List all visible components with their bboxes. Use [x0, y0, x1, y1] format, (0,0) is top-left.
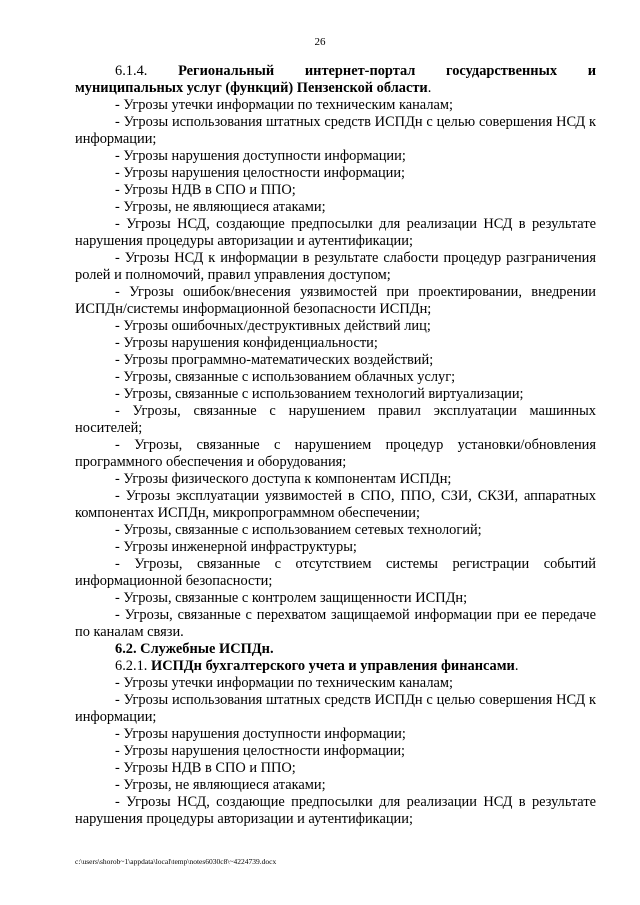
threat-item: - Угрозы ошибочных/деструктивных действий лиц;	[115, 318, 431, 334]
threat-item: - Угрозы использования штатных средств ИСПДн с целью совершения НСД к информации;	[75, 114, 596, 147]
threat-item: - Угрозы физического доступа к компонентам ИСПДн;	[115, 471, 452, 487]
footer-file-path: c:\users\shorob~1\appdata\local\temp\notes6030c8\~4224739.docx	[75, 857, 277, 866]
threat-item: - Угрозы ошибок/внесения уязвимостей при проектировании, внедрении ИСПДн/системы информационной безопасности ИСПДн;	[75, 284, 596, 317]
threat-item: - Угрозы эксплуатации уязвимостей в СПО, ППО, СЗИ, СКЗИ, аппаратных компонентах ИСПДн, микропрограммном обеспечении;	[75, 488, 596, 521]
threat-item: - Угрозы нарушения целостности информации;	[115, 743, 406, 759]
threat-item: - Угрозы НСД к информации в результате слабости процедур разграничения ролей и полномочий, правил управления доступом;	[75, 250, 596, 283]
threat-item: - Угрозы НСД, создающие предпосылки для реализации НСД в результате нарушения процедуры авторизации и аутентификации;	[75, 216, 596, 249]
threat-item: - Угрозы НДВ в СПО и ППО;	[115, 182, 296, 198]
threat-item: - Угрозы, связанные с контролем защищенности ИСПДн;	[115, 590, 468, 606]
threat-item: - Угрозы утечки информации по техническим каналам;	[115, 97, 453, 113]
document-body	[75, 63, 596, 828]
threat-item: - Угрозы, связанные с использованием технологий виртуализации;	[115, 386, 524, 402]
threat-item: - Угрозы программно-математических воздействий;	[115, 352, 434, 368]
section-heading-finance: 6.2.1. ИСПДн бухгалтерского учета и управления финансами.	[115, 658, 519, 674]
threat-item: - Угрозы, связанные с использованием сетевых технологий;	[115, 522, 482, 538]
threat-item: - Угрозы, не являющиеся атаками;	[115, 777, 326, 793]
section-heading-service: 6.2. Служебные ИСПДн.	[115, 641, 274, 657]
threat-item: - Угрозы нарушения конфиденциальности;	[115, 335, 378, 351]
threat-item: - Угрозы, связанные с нарушением процедур установки/обновления программного обеспечения и оборудования;	[75, 437, 596, 470]
threat-item: - Угрозы нарушения целостности информации;	[115, 165, 406, 181]
threat-item: - Угрозы, связанные с отсутствием системы регистрации событий информационной безопасности;	[75, 556, 596, 589]
threat-item: - Угрозы, связанные с использованием облачных услуг;	[115, 369, 456, 385]
threat-list-finance	[75, 675, 596, 828]
threat-list-portal	[75, 97, 596, 641]
threat-item: - Угрозы НСД, создающие предпосылки для реализации НСД в результате нарушения процедуры авторизации и аутентификации;	[75, 794, 596, 827]
section-heading-portal: 6.1.4. Региональный интернет-портал государственных и муниципальных услуг (функций) Пензенской области.	[75, 63, 596, 96]
threat-item: - Угрозы утечки информации по техническим каналам;	[115, 675, 453, 691]
threat-item: - Угрозы, не являющиеся атаками;	[115, 199, 326, 215]
threat-item: - Угрозы, связанные с перехватом защищаемой информации при ее передаче по каналам связи.	[75, 607, 596, 640]
page-number: 26	[314, 36, 326, 48]
threat-item: - Угрозы нарушения доступности информации;	[115, 148, 406, 164]
threat-item: - Угрозы, связанные с нарушением правил эксплуатации машинных носителей;	[75, 403, 596, 436]
threat-item: - Угрозы нарушения доступности информации;	[115, 726, 406, 742]
threat-item: - Угрозы использования штатных средств ИСПДн с целью совершения НСД к информации;	[75, 692, 596, 725]
threat-item: - Угрозы инженерной инфраструктуры;	[115, 539, 357, 555]
threat-item: - Угрозы НДВ в СПО и ППО;	[115, 760, 296, 776]
